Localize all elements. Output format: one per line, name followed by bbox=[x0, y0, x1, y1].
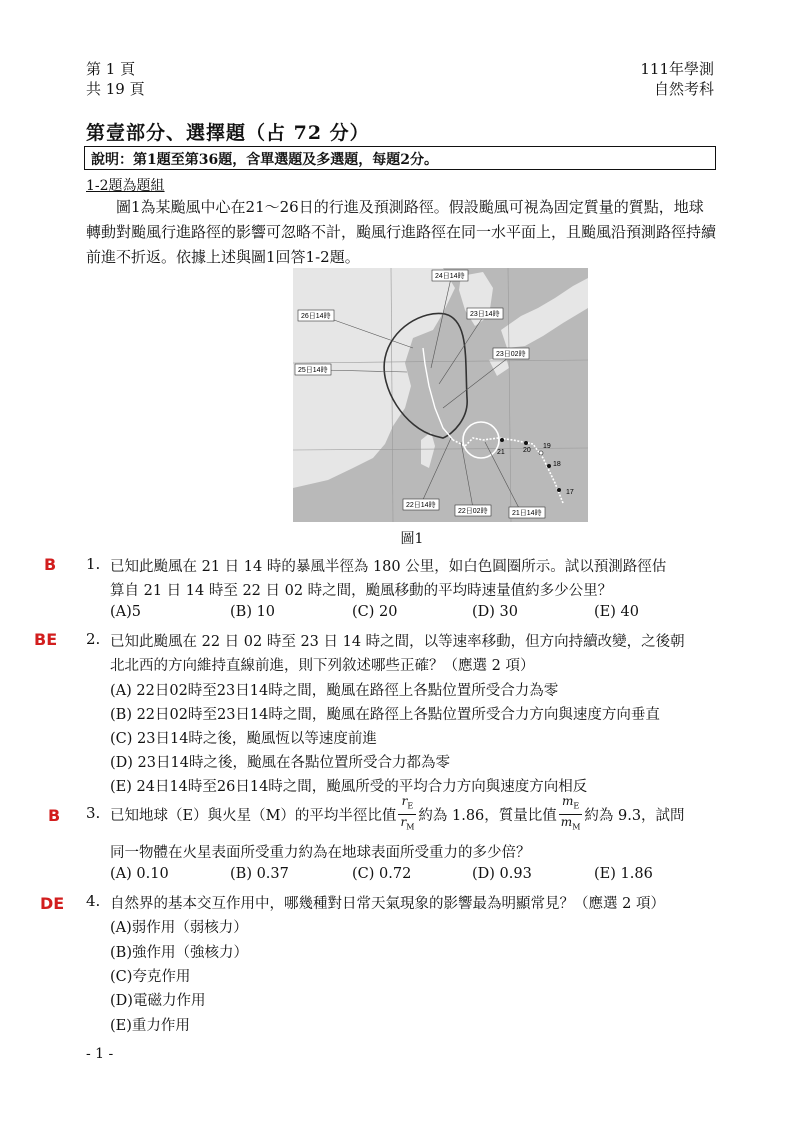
track-num-21: 21 bbox=[497, 449, 505, 456]
q1-line2: 算自 21 日 14 時至 22 日 02 時之間，颱風移動的平均時速量值約多少公里？ bbox=[110, 583, 613, 599]
track-num-19: 19 bbox=[543, 443, 551, 450]
q4-option-b[interactable]: (B)強作用（強核力） bbox=[110, 945, 248, 961]
q2-line2: 北北西的方向維持直線前進，則下列敘述哪些正確？（應選 2 項） bbox=[110, 658, 535, 674]
q3-number: 3. bbox=[86, 804, 101, 822]
q3-option-a[interactable]: (A) 0.10 bbox=[110, 866, 169, 882]
typhoon-map bbox=[293, 268, 588, 522]
subject: 自然考科 bbox=[653, 80, 714, 98]
q3-option-b[interactable]: (B) 0.37 bbox=[230, 866, 289, 882]
answer-q2: BE bbox=[34, 630, 58, 649]
track-dot-21 bbox=[500, 438, 504, 442]
frac1-num-sub: E bbox=[407, 801, 414, 811]
q4-option-c[interactable]: (C)夸克作用 bbox=[110, 969, 191, 985]
label-21-14: 21日14時 bbox=[512, 510, 542, 517]
track-num-20: 20 bbox=[523, 447, 531, 454]
q1-option-c[interactable]: (C) 20 bbox=[352, 604, 398, 620]
page-footer: - 1 - bbox=[86, 1046, 114, 1062]
q2-option-b[interactable]: (B) 22日02時至23日14時之間，颱風在路徑上各點位置所受合力方向與速度方向垂直 bbox=[110, 707, 660, 723]
q2-line1: 已知此颱風在 22 日 02 時至 23 日 14 時之間，以等速率移動，但方向持續改變，之後朝 bbox=[110, 634, 685, 650]
q2-option-e[interactable]: (E) 24日14時至26日14時之間，颱風所受的平均合力方向與速度方向相反 bbox=[110, 779, 588, 795]
group-text: 圖1為某颱風中心在21～26日的行進及預測路徑。假設颱風可視為固定質量的質點，地球轉動對颱風行進路徑的影響可忽略不計，颱風行進路徑在同一水平面上，且颱風沿預測路徑持續前進不折返。依據上述與圖1回答1-2題。 bbox=[86, 198, 717, 266]
q1-options bbox=[110, 604, 710, 624]
answer-q4: DE bbox=[40, 894, 65, 913]
group-label: 1-2題為題組 bbox=[86, 178, 165, 194]
track-dot-20 bbox=[524, 441, 528, 445]
label-24: 24日14時 bbox=[435, 273, 465, 280]
label-25: 25日14時 bbox=[298, 367, 328, 374]
q1-option-e[interactable]: (E) 40 bbox=[594, 604, 639, 620]
q4-option-a[interactable]: (A)弱作用（弱核力） bbox=[110, 920, 248, 936]
answer-q3: B bbox=[48, 806, 61, 825]
instructions-text: 說明：第1題至第36題，含單選題及多選題，每題2分。 bbox=[91, 152, 438, 168]
q3-text-a: 已知地球（E）與火星（M）的平均半徑比值 bbox=[110, 807, 397, 824]
q3-option-c[interactable]: (C) 0.72 bbox=[352, 866, 412, 882]
track-num-17: 17 bbox=[566, 489, 574, 496]
frac2-num: m bbox=[561, 794, 574, 809]
frac1-den-sub: M bbox=[406, 821, 415, 831]
q4-number: 4. bbox=[86, 892, 101, 910]
q2-number: 2. bbox=[86, 630, 101, 648]
exam-name: 111年學測 bbox=[640, 60, 714, 78]
track-dot-18 bbox=[547, 464, 551, 468]
track-dot-17 bbox=[557, 488, 561, 492]
label-23-14: 23日14時 bbox=[470, 311, 500, 318]
answer-q1: B bbox=[44, 555, 57, 574]
frac1-num: r bbox=[401, 794, 408, 809]
label-26: 26日14時 bbox=[301, 313, 331, 320]
q3-option-d[interactable]: (D) 0.93 bbox=[472, 866, 532, 882]
figure-caption: 圖1 bbox=[400, 531, 424, 547]
label-22-02: 22日02時 bbox=[458, 508, 488, 515]
page-label: 第 1 頁 bbox=[86, 60, 136, 78]
q1-option-d[interactable]: (D) 30 bbox=[472, 604, 518, 620]
track-num-18: 18 bbox=[553, 461, 561, 468]
frac2-den: m bbox=[560, 814, 573, 829]
q3-line2: 同一物體在火星表面所受重力約為在地球表面所受重力的多少倍？ bbox=[110, 845, 531, 861]
frac2-num-sub: E bbox=[573, 801, 580, 811]
q3-text-c: 約為 9.3，試問 bbox=[584, 807, 685, 824]
label-23-02: 23日02時 bbox=[496, 351, 526, 358]
radius-ratio-fraction bbox=[398, 794, 416, 834]
q1-option-a[interactable]: (A)5 bbox=[110, 604, 142, 620]
q1-option-b[interactable]: (B) 10 bbox=[230, 604, 276, 620]
label-22-14: 22日14時 bbox=[406, 502, 436, 509]
q3-option-e[interactable]: (E) 1.86 bbox=[594, 866, 653, 882]
total-pages: 共 19 頁 bbox=[86, 80, 145, 98]
typhoon-map-svg bbox=[293, 268, 588, 522]
frac1-den: r bbox=[400, 814, 407, 829]
q2-option-c[interactable]: (C) 23日14時之後，颱風恆以等速度前進 bbox=[110, 731, 377, 747]
frac2-den-sub: M bbox=[572, 821, 581, 831]
track-dot-19 bbox=[539, 451, 543, 455]
q3-text-b: 約為 1.86，質量比值 bbox=[418, 807, 557, 824]
q4-option-e[interactable]: (E)重力作用 bbox=[110, 1018, 190, 1034]
q1-number: 1. bbox=[86, 555, 101, 573]
q2-option-a[interactable]: (A) 22日02時至23日14時之間，颱風在路徑上各點位置所受合力為零 bbox=[110, 683, 559, 699]
q3-line1 bbox=[110, 796, 685, 832]
q4-option-d[interactable]: (D)電磁力作用 bbox=[110, 993, 206, 1009]
q4-line1: 自然界的基本交互作用中，哪幾種對日常天氣現象的影響最為明顯常見？（應選 2 項） bbox=[110, 896, 665, 912]
q2-option-d[interactable]: (D) 23日14時之後，颱風在各點位置所受合力都為零 bbox=[110, 755, 450, 771]
q1-line1: 已知此颱風在 21 日 14 時的暴風半徑為 180 公里，如白色圓圈所示。試以預測路徑估 bbox=[110, 559, 667, 575]
mass-ratio-fraction bbox=[559, 794, 583, 834]
q3-options bbox=[110, 866, 710, 886]
instructions-box bbox=[84, 146, 716, 170]
section-title: 第壹部分、選擇題（占 72 分） bbox=[86, 122, 370, 144]
